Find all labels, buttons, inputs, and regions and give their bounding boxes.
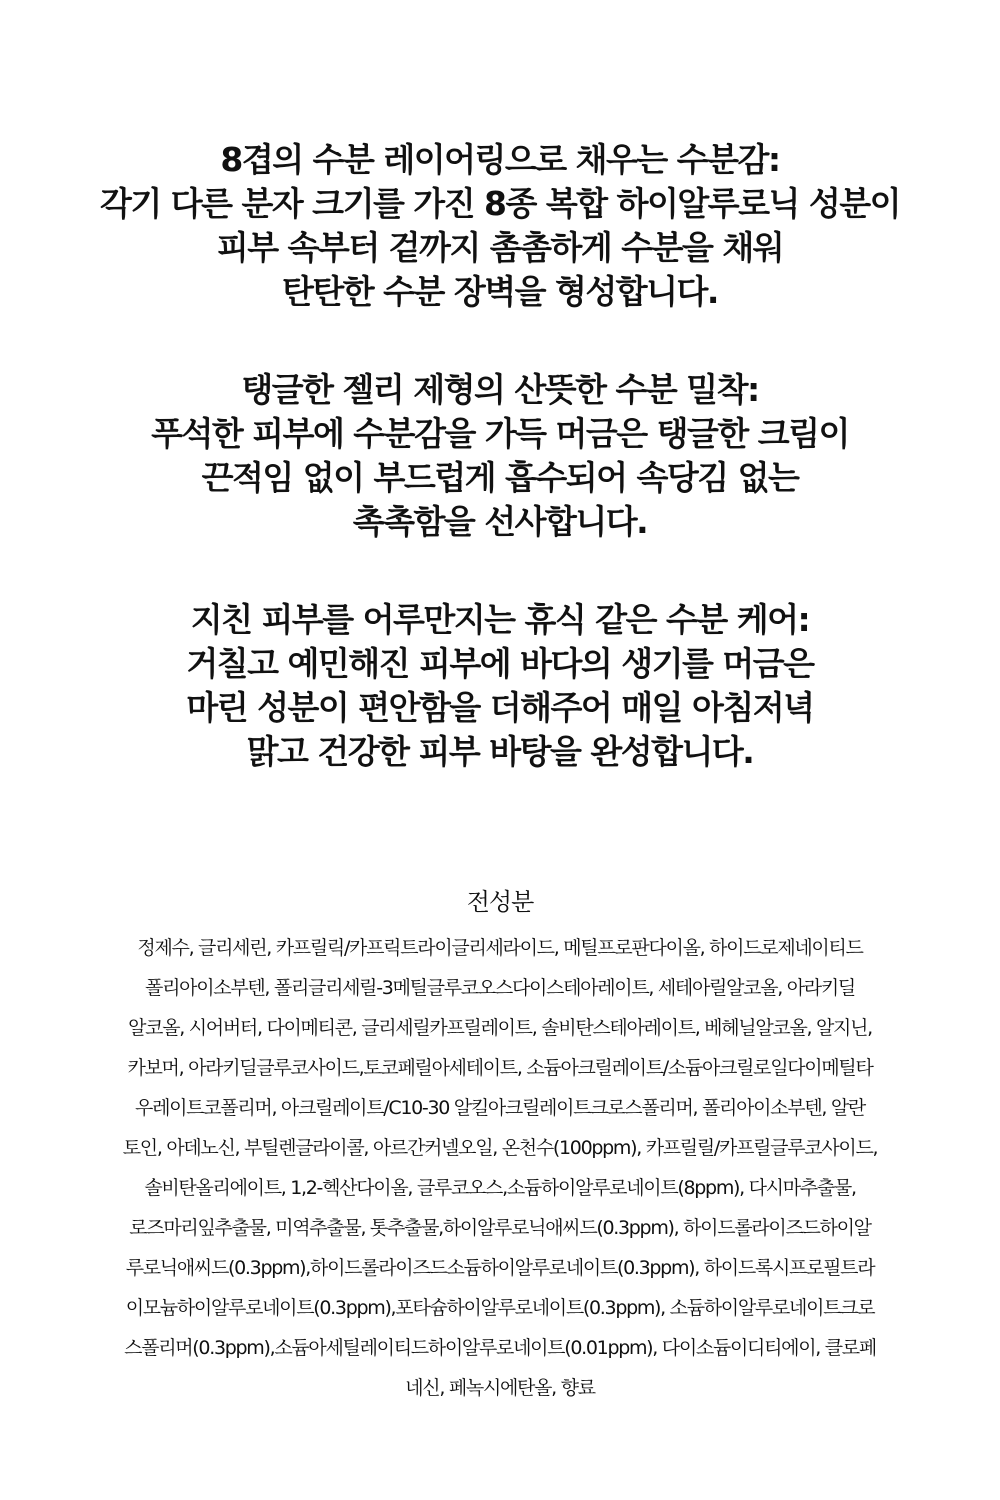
ingredients-line: 토인, 아데노신, 부틸렌글라이콜, 아르간커넬오일, 온천수(100ppm), 카프릴릴/카프릴글루코사이드, (122, 1137, 878, 1159)
ingredients-heading: 전성분 (466, 888, 534, 916)
description-line: 마린 성분이 편안함을 더해주어 매일 아침저녁 (186, 688, 814, 727)
ingredients-line: 정제수, 글리세린, 카프릴릭/카프릭트라이글리세라이드, 메틸프로판다이올, 하이드로제네이티드 (137, 937, 863, 959)
ingredients-line: 루로닉애씨드(0.3ppm),하이드롤라이즈드소듐하이알루로네이트(0.3ppm), 하이드록시프로필트라 (125, 1257, 875, 1279)
ingredients-line: 폴리아이소부텐, 폴리글리세릴-3메틸글루코오스다이스테아레이트, 세테아릴알코올, 아라키딜 (145, 977, 855, 999)
ingredients-line: 네신, 페녹시에탄올, 향료 (405, 1377, 595, 1399)
ingredients-line: 카보머, 아라키딜글루코사이드,토코페릴아세테이트, 소듐아크릴레이트/소듐아크릴로일다이메틸타 (127, 1057, 873, 1079)
description-line: 피부 속부터 겉까지 촘촘하게 수분을 채워 (216, 228, 784, 267)
ingredients-line: 로즈마리잎추출물, 미역추출물, 톳추출물,하이알루로닉애씨드(0.3ppm), 하이드롤라이즈드하이알 (129, 1217, 871, 1239)
description-line: 각기 다른 분자 크기를 가진 8종 복합 하이알루로닉 성분이 (99, 184, 901, 223)
ingredients-line: 이모늄하이알루로네이트(0.3ppm),포타슘하이알루로네이트(0.3ppm), 소듐하이알루로네이트크로 (125, 1297, 875, 1319)
ingredients-list (40, 880, 960, 1408)
product-description (40, 138, 960, 828)
ingredients-line: 우레이트코폴리머, 아크릴레이트/C10-30 알킬아크릴레이트크로스폴리머, 폴리아이소부텐, 알란 (135, 1097, 865, 1119)
description-line: 8겹의 수분 레이어링으로 채우는 수분감: (220, 140, 780, 179)
ingredients-line: 스폴리머(0.3ppm),소듐아세틸레이티드하이알루로네이트(0.01ppm), 다이소듐이디티에이, 클로페 (124, 1337, 876, 1359)
description-line: 거칠고 예민해진 피부에 바다의 생기를 머금은 (186, 644, 814, 683)
ingredients-line: 알코올, 시어버터, 다이메티콘, 글리세릴카프릴레이트, 솔비탄스테아레이트, 베헤닐알코올, 알지닌, (128, 1017, 872, 1039)
description-line: 맑고 건강한 피부 바탕을 완성합니다. (246, 732, 754, 771)
description-line: 탄탄한 수분 장벽을 형성합니다. (282, 272, 718, 311)
description-line: 탱글한 젤리 제형의 산뜻한 수분 밀착: (241, 370, 759, 409)
description-line: 지친 피부를 어루만지는 휴식 같은 수분 케어: (190, 600, 810, 639)
description-line: 푸석한 피부에 수분감을 가득 머금은 탱글한 크림이 (151, 414, 849, 453)
description-section-soothing-care (40, 598, 960, 774)
description-line: 촉촉함을 선사합니다. (352, 502, 648, 541)
description-line: 끈적임 없이 부드럽게 흡수되어 속당김 없는 (201, 458, 799, 497)
description-section-jelly-texture (40, 368, 960, 544)
description-section-moisture-layering (40, 138, 960, 314)
ingredients-line: 솔비탄올리에이트, 1,2-헥산다이올, 글루코오스,소듐하이알루로네이트(8ppm), 다시마추출물, (144, 1177, 856, 1199)
